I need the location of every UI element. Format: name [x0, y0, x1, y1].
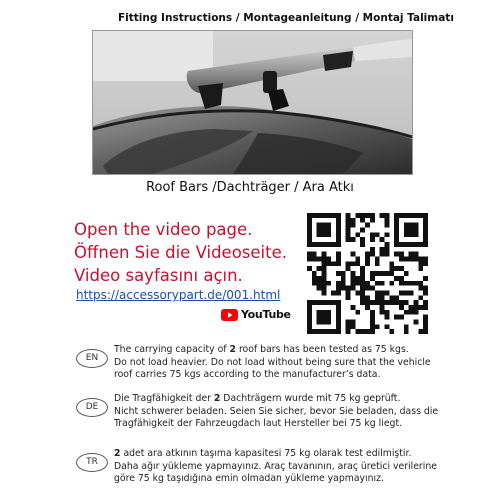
video-url-link[interactable]: https://accessorypart.de/001.html: [76, 288, 281, 302]
lang-text-tr: 2 adet ara atkının taşıma kapasitesi 75 kg olarak test edilmiştir. Daha ağır yükleme yapmayınız. Araç tavanının, araç üretici verilerine göre 75 kg taşıdığına emin olmadan yükleme yapmayınız.: [114, 448, 437, 484]
lang-badge-de: DE: [76, 398, 108, 417]
lang-badge-tr: TR: [76, 453, 108, 472]
video-line-de: Öffnen Sie die Videoseite.: [74, 243, 288, 262]
qr-code[interactable]: [307, 213, 428, 334]
open-video-instructions: [74, 218, 287, 287]
youtube-play-icon: [221, 309, 238, 321]
lang-text-de: Die Tragfähigkeit der 2 Dachträgern wurde mit 75 kg geprüft. Nicht schwerer beladen. Seien Sie sicher, bevor Sie beladen, dass die Tragfähigkeit der Fahrzeugdach laut Hersteller bei 75 kg liegt.: [114, 393, 439, 429]
lang-badge-en: EN: [76, 349, 108, 368]
youtube-wordmark: YouTube: [241, 308, 291, 321]
product-caption: Roof Bars /Dachträger / Ara Atkı: [146, 180, 354, 195]
youtube-logo: [221, 308, 291, 321]
video-line-tr: Video sayfasını açın.: [74, 266, 243, 285]
document-title: Fitting Instructions / Montageanleitung / Montaj Talimatı: [118, 12, 454, 24]
roof-bar-photo: [92, 30, 413, 175]
lang-text-en: The carrying capacity of 2 roof bars has been tested as 75 kgs. Do not load heavier. Do not load without being sure that the vehicle roof carries 75 kgs according to the manufacturer’s data.: [114, 344, 431, 380]
video-line-en: Open the video page.: [74, 220, 253, 239]
car-roof-illustration: [93, 31, 412, 174]
